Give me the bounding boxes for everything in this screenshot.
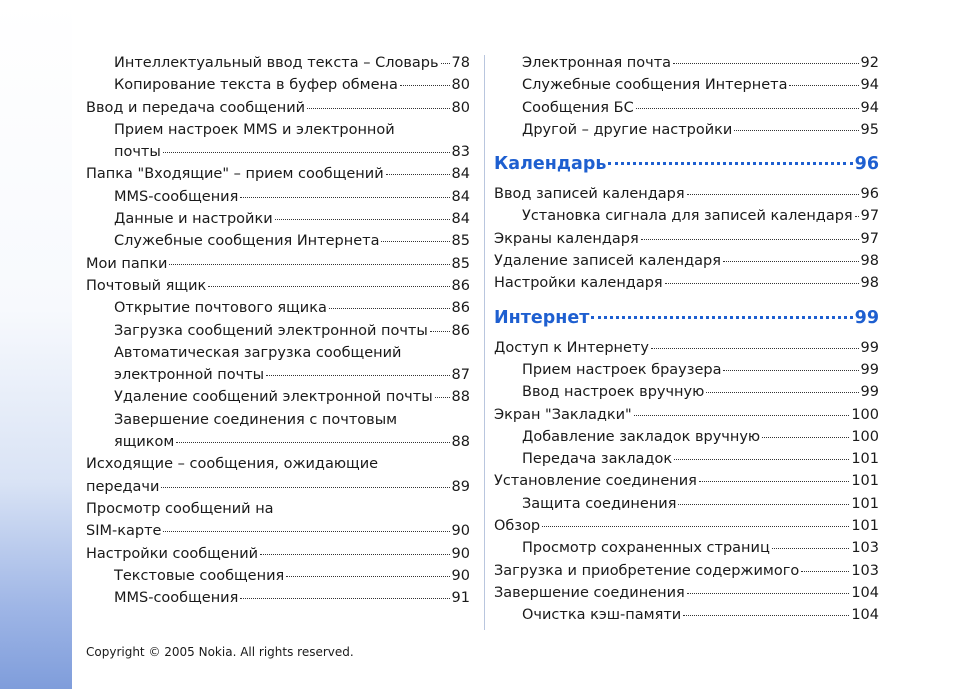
toc-page-number: 90 [451,567,470,584]
toc-entry-title: Прием настроек MMS и электронной [114,121,395,138]
toc-entry[interactable] [494,515,879,537]
toc-subentry[interactable] [494,604,879,626]
toc-entry-title: Интернет [494,307,590,328]
toc-entry-title: Обзор [494,518,541,535]
toc-leader-dots [400,85,450,86]
toc-leader-dots [678,504,849,505]
toc-entry-title: ящиком [114,434,175,451]
toc-entry-title: Загрузка и приобретение содержимого [494,562,800,579]
toc-subentry[interactable] [86,186,470,208]
toc-entry-title: почты [114,144,161,161]
toc-subentry[interactable] [494,119,879,141]
toc-entry[interactable] [494,183,879,205]
toc-leader-dots [266,375,449,376]
toc-page-number: 103 [851,540,879,557]
toc-entry-title: Очистка кэш-памяти [522,607,682,624]
toc-leader-dots [386,174,450,175]
toc-entry[interactable] [86,520,470,542]
toc-subentry[interactable] [494,381,879,403]
toc-entry-title: Служебные сообщения Интернета [114,233,380,250]
toc-page-number: 99 [860,384,879,401]
toc-entry-title: Завершение соединения [494,584,685,601]
toc-leader-dots [673,63,859,64]
toc-page-number: 88 [451,434,470,451]
toc-entry[interactable] [86,253,470,275]
toc-entry-title: Почтовый ящик [86,277,207,294]
toc-page-number: 90 [451,523,470,540]
toc-page-number: 90 [451,545,470,562]
toc-entry-title: Завершение соединения с почтовым [114,411,398,428]
toc-leader-dots [855,216,859,217]
toc-entry[interactable] [86,97,470,119]
toc-leader-dots [651,348,859,349]
toc-entry[interactable] [86,543,470,565]
copyright-footer: Copyright © 2005 Nokia. All rights reserved. [86,645,354,659]
toc-page-number: 99 [860,339,879,356]
toc-page-number: 101 [851,473,879,490]
toc-page-number: 84 [451,211,470,228]
toc-subentry[interactable] [494,97,879,119]
toc-leader-dots [260,554,449,555]
toc-leader-dots [699,481,849,482]
toc-leader-dots [441,63,450,64]
toc-page-number: 94 [860,77,879,94]
toc-page-number: 103 [851,562,879,579]
toc-entry-title: Установка сигнала для записей календаря [522,208,853,225]
toc-subentry[interactable] [86,297,470,319]
toc-leader-dots [169,264,449,265]
toc-left-column [86,52,470,609]
toc-entry-title: Мои папки [86,255,168,272]
toc-leader-dots [634,415,850,416]
toc-leader-dots [674,459,849,460]
toc-entry-title: Установление соединения [494,473,697,490]
toc-subentry[interactable] [494,205,879,227]
toc-leader-dots [240,197,449,198]
toc-page-number: 99 [854,307,879,328]
toc-section-heading[interactable] [494,151,879,178]
toc-page-number: 101 [851,495,879,512]
toc-subentry[interactable] [86,565,470,587]
toc-entry-title: Текстовые сообщения [114,567,285,584]
toc-page-number: 80 [451,77,470,94]
toc-subentry[interactable] [86,431,470,453]
toc-subentry[interactable] [86,208,470,230]
toc-page-number: 86 [451,300,470,317]
toc-page-number: 88 [451,389,470,406]
toc-subentry[interactable] [86,52,470,74]
toc-subentry[interactable] [86,141,470,163]
toc-subentry[interactable] [494,493,879,515]
toc-leader-dots [240,598,449,599]
toc-page-number: 101 [851,451,879,468]
toc-page-number: 100 [851,428,879,445]
toc-leader-dots [435,397,450,398]
toc-leader-dots [772,548,849,549]
toc-leader-dots [762,437,849,438]
toc-subentry[interactable] [86,409,470,431]
toc-leader-dots [683,615,849,616]
toc-leader-dots [430,331,450,332]
toc-subentry[interactable] [494,448,879,470]
toc-page-number: 91 [451,590,470,607]
toc-entry[interactable] [494,470,879,492]
toc-leader-dots [591,316,852,319]
toc-entry[interactable] [494,337,879,359]
toc-subentry[interactable] [86,386,470,408]
toc-entry-title: Удаление сообщений электронной почты [114,389,433,406]
toc-entry-title: Электронная почта [522,55,672,71]
toc-subentry[interactable] [494,74,879,96]
toc-leader-dots [665,283,859,284]
toc-page-number: 97 [860,208,880,225]
toc-page-number: 87 [451,367,470,384]
toc-leader-dots [687,194,859,195]
toc-entry-title: Копирование текста в буфер обмена [114,77,398,94]
toc-entry-title: Исходящие – сообщения, ожидающие [86,456,379,473]
toc-entry-title: Открытие почтового ящика [114,300,327,317]
toc-entry-title: Другой – другие настройки [522,121,733,138]
toc-leader-dots [208,286,449,287]
toc-subentry[interactable] [86,587,470,609]
toc-page-number: 80 [451,99,470,116]
toc-entry-title: Прием настроек браузера [522,361,722,378]
toc-page-number: 96 [860,186,879,203]
toc-page-number: 86 [451,277,470,294]
toc-subentry[interactable] [494,52,879,74]
toc-entry-title: Интеллектуальный ввод текста – Словарь [114,55,439,71]
decorative-side-bar [0,0,72,689]
toc-page-number: 94 [860,99,879,116]
toc-entry-title: MMS-сообщения [114,188,239,205]
toc-entry-title: Просмотр сообщений на [86,500,274,517]
toc-page-number: 92 [860,55,879,71]
toc-leader-dots [734,130,858,131]
toc-entry[interactable] [86,163,470,185]
toc-leader-dots [163,531,449,532]
toc-page-number: 78 [451,55,470,71]
toc-page-number: 85 [451,255,470,272]
toc-entry[interactable] [494,404,879,426]
toc-page-number: 101 [851,518,879,535]
toc-page-number: 96 [854,154,879,175]
toc-leader-dots [636,108,859,109]
toc-leader-dots [381,241,449,242]
toc-entry-title: Экраны календаря [494,230,639,247]
toc-page-number: 84 [451,188,470,205]
toc-entry[interactable] [494,228,879,250]
toc-section-heading[interactable] [494,305,879,332]
toc-page-number: 89 [451,478,470,495]
toc-entry[interactable] [86,453,470,475]
toc-entry-title: Служебные сообщения Интернета [522,77,788,94]
toc-leader-dots [286,576,449,577]
toc-entry[interactable] [86,275,470,297]
toc-page-number: 97 [860,230,879,247]
toc-leader-dots [723,370,858,371]
toc-entry-title: Ввод и передача сообщений [86,99,306,116]
toc-leader-dots [723,261,859,262]
toc-leader-dots [176,442,449,443]
toc-page-number: 100 [851,406,879,423]
toc-subentry[interactable] [494,426,879,448]
toc-entry-title: Загрузка сообщений электронной почты [114,322,428,339]
toc-page-number: 98 [860,275,879,292]
toc-entry-title: Экран "Закладки" [494,406,632,423]
toc-entry[interactable] [494,250,879,272]
toc-entry-title: Папка "Входящие" – прием сообщений [86,166,384,183]
toc-subentry[interactable] [86,342,470,364]
toc-entry-title: Сообщения БС [522,99,634,116]
toc-entry-title: Просмотр сохраненных страниц [522,540,770,557]
toc-entry-title: Данные и настройки [114,211,273,228]
toc-entry[interactable] [494,560,879,582]
toc-entry-title: Ввод записей календаря [494,186,685,203]
toc-leader-dots [542,526,849,527]
toc-entry[interactable] [494,272,879,294]
toc-subentry[interactable] [86,320,470,342]
toc-entry-title: передачи [86,478,160,495]
toc-leader-dots [329,308,450,309]
toc-leader-dots [789,85,858,86]
toc-page-number: 104 [851,584,879,601]
toc-leader-dots [608,162,852,165]
toc-subentry[interactable] [494,537,879,559]
toc-entry-title: Передача закладок [522,451,673,468]
toc-entry[interactable] [86,476,470,498]
toc-leader-dots [687,593,850,594]
toc-leader-dots [307,108,449,109]
toc-page-number: 83 [451,144,470,161]
toc-leader-dots [163,152,450,153]
toc-entry-title: Настройки сообщений [86,545,259,562]
toc-page-number: 104 [851,607,879,624]
toc-entry-title: Защита соединения [522,495,677,512]
toc-entry[interactable] [494,582,879,604]
toc-entry-title: электронной почты [114,367,265,384]
toc-leader-dots [641,239,859,240]
toc-subentry[interactable] [86,119,470,141]
toc-right-column [494,52,879,627]
toc-entry-title: Настройки календаря [494,275,663,292]
toc-page-number: 86 [451,322,470,339]
toc-entry[interactable] [86,498,470,520]
column-divider [484,55,485,630]
toc-subentry[interactable] [86,364,470,386]
toc-page-number: 98 [860,253,879,270]
toc-leader-dots [275,219,450,220]
toc-entry-title: Доступ к Интернету [494,339,649,356]
toc-subentry[interactable] [86,230,470,252]
toc-entry-title: Добавление закладок вручную [522,428,761,445]
toc-leader-dots [706,392,858,393]
toc-subentry[interactable] [86,74,470,96]
toc-entry-title: Автоматическая загрузка сообщений [114,344,402,361]
toc-entry-title: Ввод настроек вручную [522,384,705,401]
toc-subentry[interactable] [494,359,879,381]
toc-entry-title: SIM-карте [86,523,162,540]
toc-page-number: 95 [860,121,879,138]
toc-entry-title: Календарь [494,154,607,175]
toc-page-number: 99 [860,361,879,378]
toc-page-number: 84 [451,166,470,183]
toc-leader-dots [161,487,449,488]
toc-leader-dots [801,571,849,572]
toc-entry-title: MMS-сообщения [114,590,239,607]
toc-page-number: 85 [451,233,470,250]
toc-entry-title: Удаление записей календаря [494,253,721,270]
